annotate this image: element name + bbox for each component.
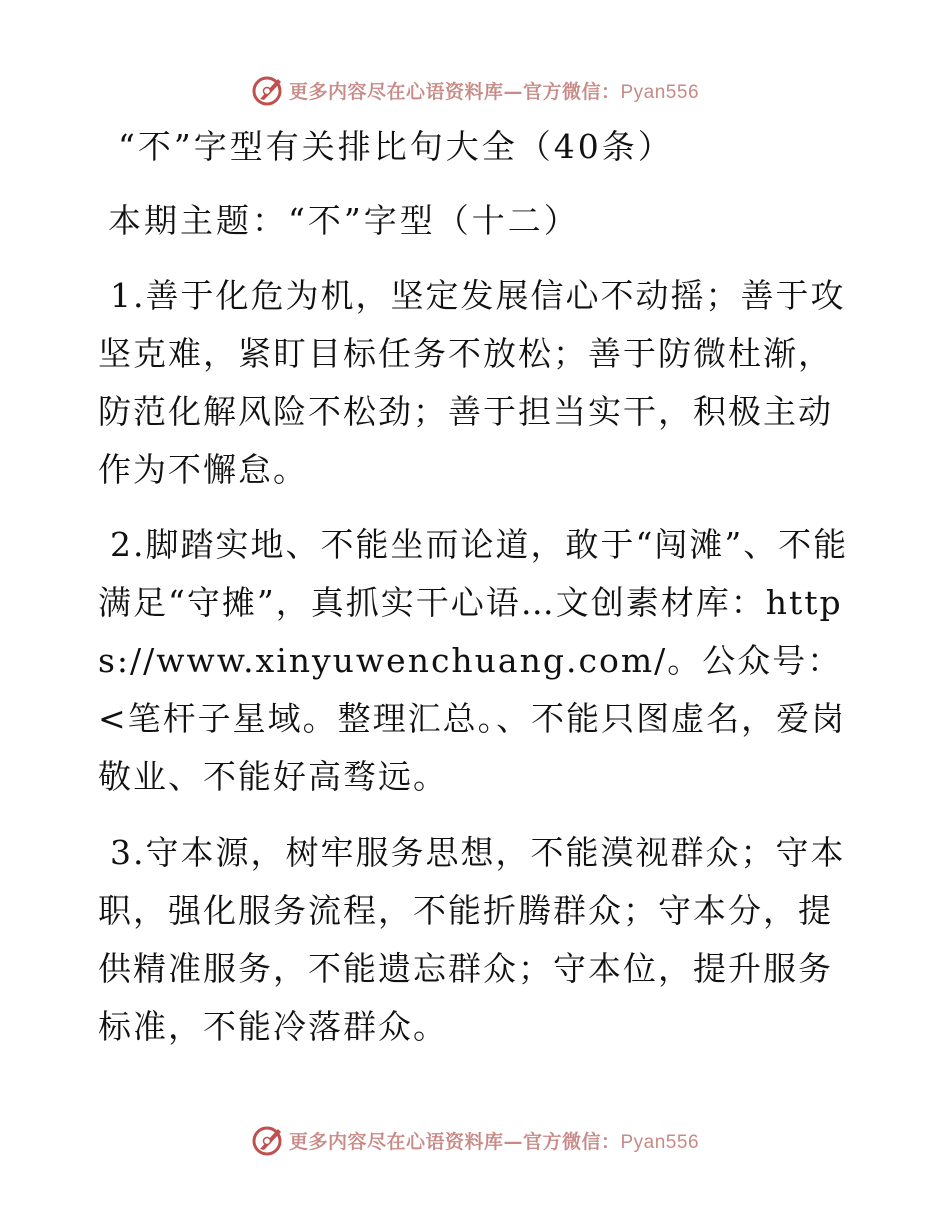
document-title: “不”字型有关排比句大全（40条） bbox=[118, 127, 674, 166]
banner-text: 更多内容尽在心语资料库—官方微信：Pyan556 bbox=[288, 1130, 700, 1153]
footer-banner bbox=[0, 1120, 950, 1160]
banner-wechat-id: Pyan556 bbox=[620, 81, 700, 103]
quill-logo-icon bbox=[251, 73, 285, 107]
quill-logo-icon bbox=[251, 1123, 285, 1157]
document-subtitle: 本期主题：“不”字型（十二） bbox=[108, 201, 580, 240]
paragraph-1: 1.善于化危为机，坚定发展信心不动摇；善于攻坚克难，紧盯目标任务不放松；善于防微杜渐，防范化解风险不松劲；善于担当实干，积极主动作为不懈怠。 bbox=[98, 276, 846, 489]
header-banner bbox=[0, 70, 950, 110]
paragraph-3: 3.守本源，树牢服务思想，不能漠视群众；守本职，强化服务流程，不能折腾群众；守本分，提供精准服务，不能遗忘群众；守本位，提升服务标准，不能冷落群众。 bbox=[98, 833, 846, 1046]
banner-wechat-id: Pyan556 bbox=[620, 1131, 700, 1153]
banner-text: 更多内容尽在心语资料库—官方微信：Pyan556 bbox=[288, 80, 700, 103]
paragraph-2: 2.脚踏实地、不能坐而论道，敢于“闯滩”、不能满足“守摊”，真抓实干心语…文创素材库：https://www.xinyuwenchuang.com/。公众号：<笔杆子星域。整理汇总。、不能只图虚名，爱岗敬业、不能好高骛远。 bbox=[98, 525, 849, 796]
